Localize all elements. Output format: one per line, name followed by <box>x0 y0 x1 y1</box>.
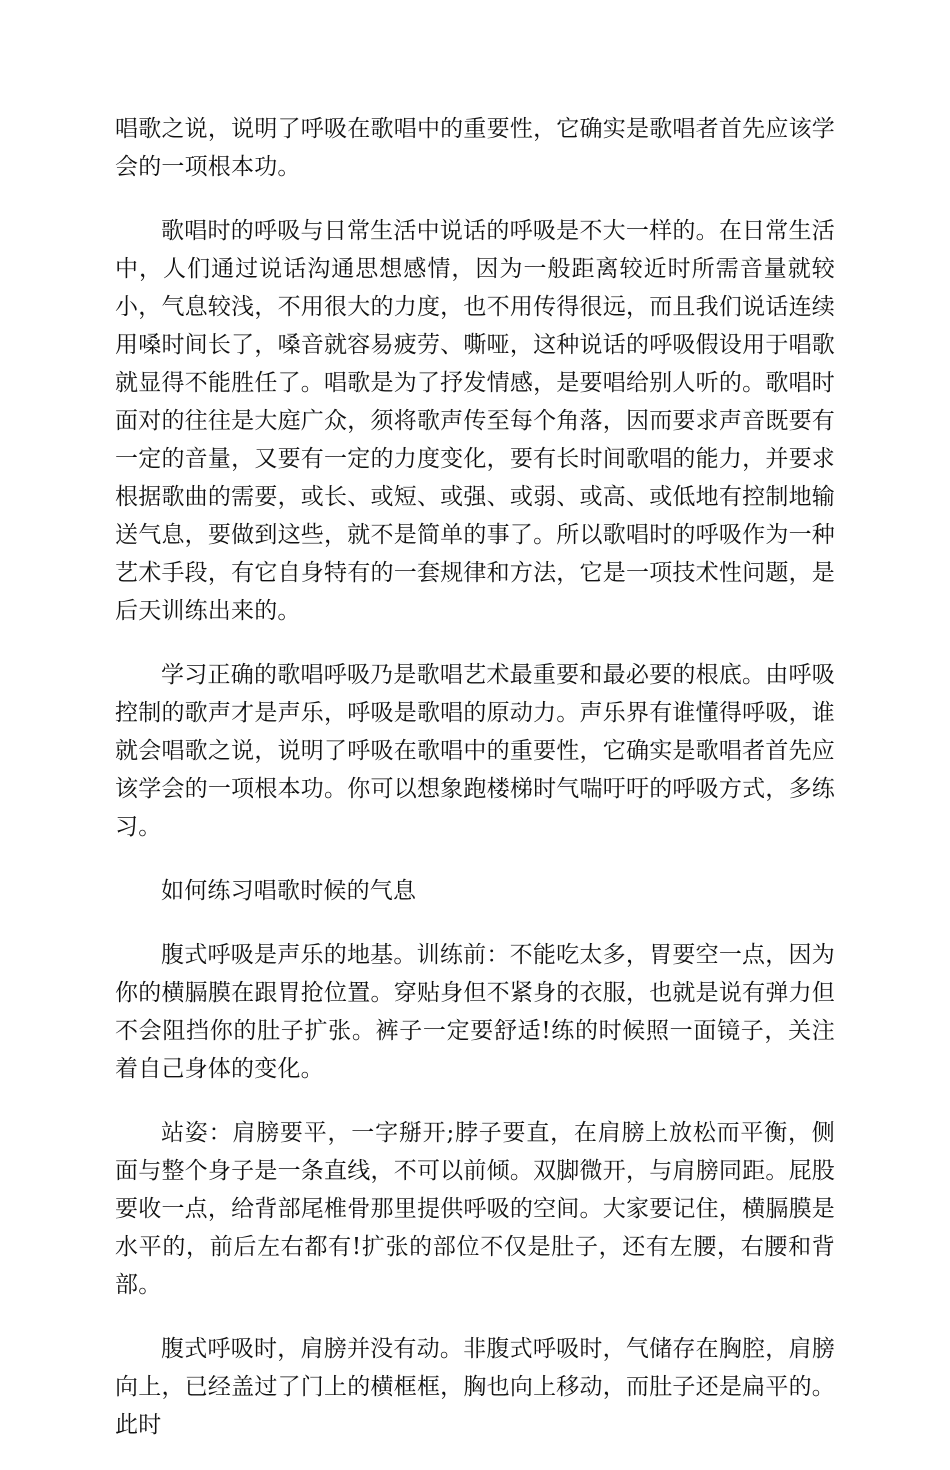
paragraph-3: 学习正确的歌唱呼吸乃是歌唱艺术最重要和最必要的根底。由呼吸控制的歌声才是声乐，呼吸是歌唱的原动力。声乐界有谁懂得呼吸，谁就会唱歌之说，说明了呼吸在歌唱中的重要性，它确实是歌唱者首先应该学会的一项根本功。你可以想象跑楼梯时气喘吁吁的呼吸方式，多练习。 <box>115 662 835 840</box>
paragraph-2: 歌唱时的呼吸与日常生活中说话的呼吸是不大一样的。在日常生活中，人们通过说话沟通思想感情，因为一般距离较近时所需音量就较小，气息较浅，不用很大的力度，也不用传得很远，而且我们说话连续用嗓时间长了，嗓音就容易疲劳、嘶哑，这种说话的呼吸假设用于唱歌就显得不能胜任了。唱歌是为了抒发情感，是要唱给别人听的。歌唱时面对的往往是大庭广众，须将歌声传至每个角落，因而要求声音既要有一定的音量，又要有一定的力度变化，要有长时间歌唱的能力，并要求根据歌曲的需要，或长、或短、或强、或弱、或高、或低地有控制地输送气息，要做到这些，就不是简单的事了。所以歌唱时的呼吸作为一种艺术手段，有它自身特有的一套规律和方法，它是一项技术性问题，是后天训练出来的。 <box>115 218 835 624</box>
paragraph-4: 腹式呼吸是声乐的地基。训练前：不能吃太多，胃要空一点，因为你的横膈膜在跟胃抢位置。穿贴身但不紧身的衣服，也就是说有弹力但不会阻挡你的肚子扩张。裤子一定要舒适!练的时候照一面镜子，关注着自己身体的变化。 <box>115 942 835 1082</box>
section-heading: 如何练习唱歌时候的气息 <box>161 878 417 904</box>
paragraph-5: 站姿：肩膀要平，一字掰开;脖子要直，在肩膀上放松而平衡，侧面与整个身子是一条直线，不可以前倾。双脚微开，与肩膀同距。屁股要收一点，给背部尾椎骨那里提供呼吸的空间。大家要记住，横膈膜是水平的，前后左右都有!扩张的部位不仅是肚子，还有左腰，右腰和背部。 <box>115 1120 835 1298</box>
paragraph-1: 唱歌之说，说明了呼吸在歌唱中的重要性，它确实是歌唱者首先应该学会的一项根本功。 <box>115 116 835 180</box>
document-body <box>115 110 835 1470</box>
paragraph-6: 腹式呼吸时，肩膀并没有动。非腹式呼吸时，气储存在胸腔，肩膀向上，已经盖过了门上的横框框，胸也向上移动，而肚子还是扁平的。此时 <box>115 1336 835 1438</box>
